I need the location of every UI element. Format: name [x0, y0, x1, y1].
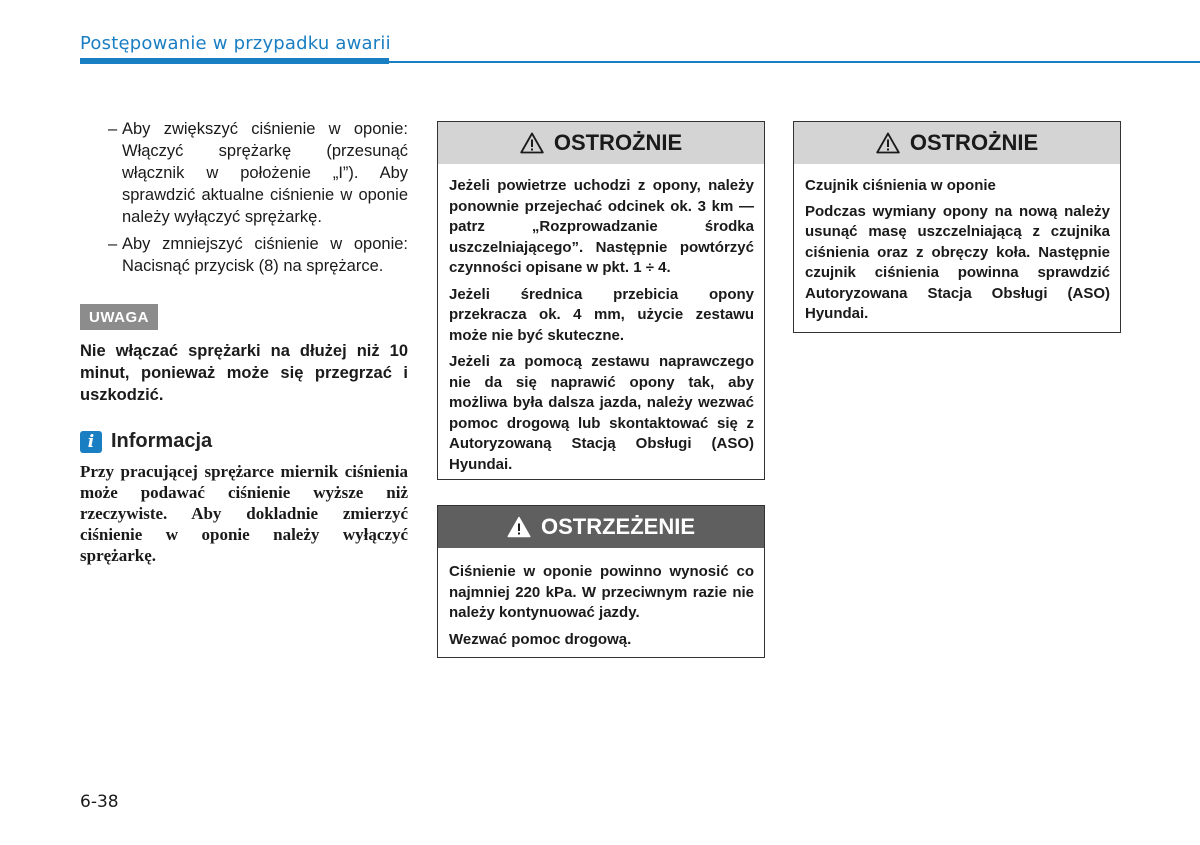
bullet-text: Aby zmniejszyć ciśnienie w oponie: Nacisnąć przycisk (8) na sprężarce.: [122, 235, 408, 275]
caution-paragraph: Jeżeli średnica przebicia opony przekracza ok. 4 mm, użycie zestawu może nie być skuteczne.: [449, 285, 754, 344]
caution-title: OSTROŻNIE: [909, 130, 1039, 155]
caution-body: [794, 164, 1120, 341]
caution-header: [438, 122, 764, 164]
bullet-item: [80, 233, 408, 277]
warning-triangle-icon: [507, 516, 531, 538]
left-column: [80, 118, 408, 566]
header-rule-thin: [389, 61, 1200, 63]
bullet-text: Aby zwiększyć ciśnienie w oponie: Włączyć sprężarkę (przesunąć włącznik w położenie „I”). Aby sprawdzić aktualne ciśnienie w oponie należy wyłączyć sprężarkę.: [122, 120, 408, 226]
caution-box: [793, 121, 1121, 333]
caution-paragraph: Podczas wymiany opony na nową należy usunąć masę uszczelniającą z czujnika ciśnienia oraz z obręczy koła. Następnie czujnik ciśnienia powinna sprawdzić Autoryzowana Stacja Obsługi (ASO) Hyundai.: [805, 202, 1110, 322]
caution-paragraph: Jeżeli powietrze uchodzi z opony, należy ponownie przejechać odcinek ok. 3 km — patrz „Rozprowadzanie środka uszczelniającego”. Następnie powtórzyć czynności opisane w pkt. 1 ÷ 4.: [449, 177, 754, 276]
uwaga-text: Nie włączać sprężarki na dłużej niż 10 minut, ponieważ może się przegrzać i uszkodzić.: [80, 342, 408, 404]
caution-title: OSTROŻNIE: [553, 130, 683, 155]
warning-paragraph: Wezwać pomoc drogową.: [449, 630, 632, 648]
warning-paragraph: Ciśnienie w oponie powinno wynosić co najmniej 220 kPa. W przeciwnym razie nie należy kontynuować jazdy.: [449, 563, 754, 621]
bullet-item: [80, 118, 408, 228]
warning-box: [437, 505, 765, 658]
header-rule-thick: [80, 58, 389, 64]
caution-body: [438, 164, 764, 491]
caution-subtitle: Czujnik ciśnienia w oponie: [805, 177, 996, 194]
page-number: 6-38: [80, 792, 119, 812]
uwaga-badge: UWAGA: [80, 304, 158, 330]
caution-box: [437, 121, 765, 480]
warning-body: [438, 548, 764, 666]
section-title: Postępowanie w przypadku awarii: [80, 33, 391, 54]
info-title: Informacja: [111, 430, 213, 452]
warning-title: OSTRZEŻENIE: [540, 514, 695, 539]
warning-triangle-icon: [876, 132, 900, 154]
info-text: Przy pracującej sprężarce miernik ciśnienia może podawać ciśnienie wyższe niż rzeczywiste. Aby dokladnie zmierzyć ciśnienie w oponie należy wyłączyć sprężarkę.: [80, 462, 408, 565]
warning-triangle-icon: [520, 132, 544, 154]
info-icon: i: [80, 431, 102, 453]
bullet-dash: –: [108, 235, 118, 253]
bullet-dash: –: [108, 120, 118, 138]
warning-header: [438, 506, 764, 548]
info-heading: [80, 430, 408, 453]
caution-paragraph: Jeżeli za pomocą zestawu naprawczego nie da się naprawić opony tak, aby możliwa była dalsza jazda, należy wezwać pomoc drogową lub skontaktować się z Autoryzowaną Stacją Obsługi (ASO) Hyundai.: [449, 353, 754, 473]
caution-header: [794, 122, 1120, 164]
